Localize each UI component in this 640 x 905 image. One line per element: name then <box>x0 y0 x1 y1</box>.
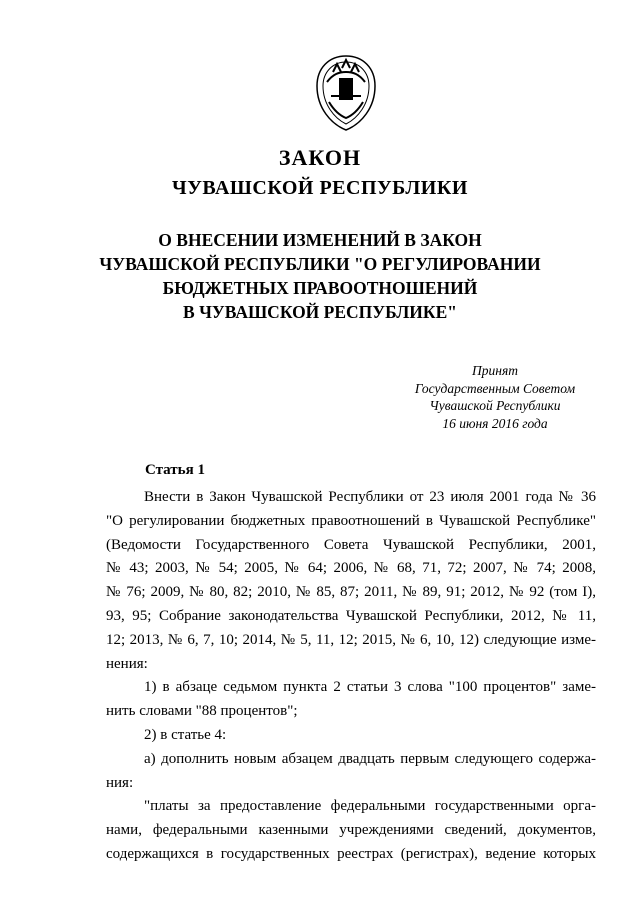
subtitle-line: О ВНЕСЕНИИ ИЗМЕНЕНИЙ В ЗАКОН <box>158 230 482 250</box>
body-line: № 76; 2009, № 80, 82; 2010, № 85, 87; 2011, № 89, 91; 2012, № 92 (том I), <box>106 584 596 601</box>
body-line: (Ведомости Государственного Совета Чувашской Республики, 2001, <box>106 536 596 553</box>
body-line: содержащихся в государственных реестрах (регистрах), ведение которых <box>106 845 596 862</box>
body-line: 1) в абзаце седьмом пункта 2 статьи 3 слова "100 процентов" заме- <box>144 679 596 696</box>
chuvash-emblem-icon <box>309 52 383 132</box>
body-line: "О регулировании бюджетных правоотношений в Чувашской Республике" <box>106 512 596 529</box>
adoption-note <box>405 362 585 432</box>
adoption-line: Принят <box>472 363 518 378</box>
adoption-date: 16 июня 2016 года <box>442 415 548 431</box>
body-line: а) дополнить новым абзацем двадцать первым следующего содержа- <box>144 750 596 767</box>
adoption-line: Государственным Советом <box>414 380 576 396</box>
body-line: 12; 2013, № 6, 7, 10; 2014, № 5, 11, 12; 2015, № 6, 10, 12) следующие изме- <box>106 631 596 648</box>
body-line: 93, 95; Собрание законодательства Чувашской Республики, 2012, № 11, <box>106 607 596 624</box>
body-line: № 43; 2003, № 54; 2005, № 64; 2006, № 68, 71, 72; 2007, № 74; 2008, <box>106 560 596 577</box>
article-body <box>106 486 596 867</box>
republic-heading: ЧУВАШСКОЙ РЕСПУБЛИКИ <box>172 177 468 199</box>
law-heading: ЗАКОН <box>278 145 362 170</box>
subtitle-line: ЧУВАШСКОЙ РЕСПУБЛИКИ "О РЕГУЛИРОВАНИИ <box>99 254 541 274</box>
article-title: Статья 1 <box>145 462 205 478</box>
subtitle-line: БЮДЖЕТНЫХ ПРАВООТНОШЕНИЙ <box>162 278 478 298</box>
law-subtitle <box>0 228 640 324</box>
body-line: Внести в Закон Чувашской Республики от 23 июля 2001 года № 36 <box>144 489 596 505</box>
body-line: нами, федеральными казенными учреждениями сведений, документов, <box>106 822 596 839</box>
body-line: нить словами "88 процентов"; <box>106 703 298 720</box>
body-line: "платы за предоставление федеральными государственными орга- <box>144 798 596 815</box>
adoption-line: Чувашской Республики <box>429 398 561 413</box>
body-line: ния: <box>106 774 134 791</box>
body-line: 2) в статье 4: <box>144 726 227 743</box>
body-line: нения: <box>106 655 148 672</box>
subtitle-line: В ЧУВАШСКОЙ РЕСПУБЛИКЕ" <box>183 302 457 322</box>
